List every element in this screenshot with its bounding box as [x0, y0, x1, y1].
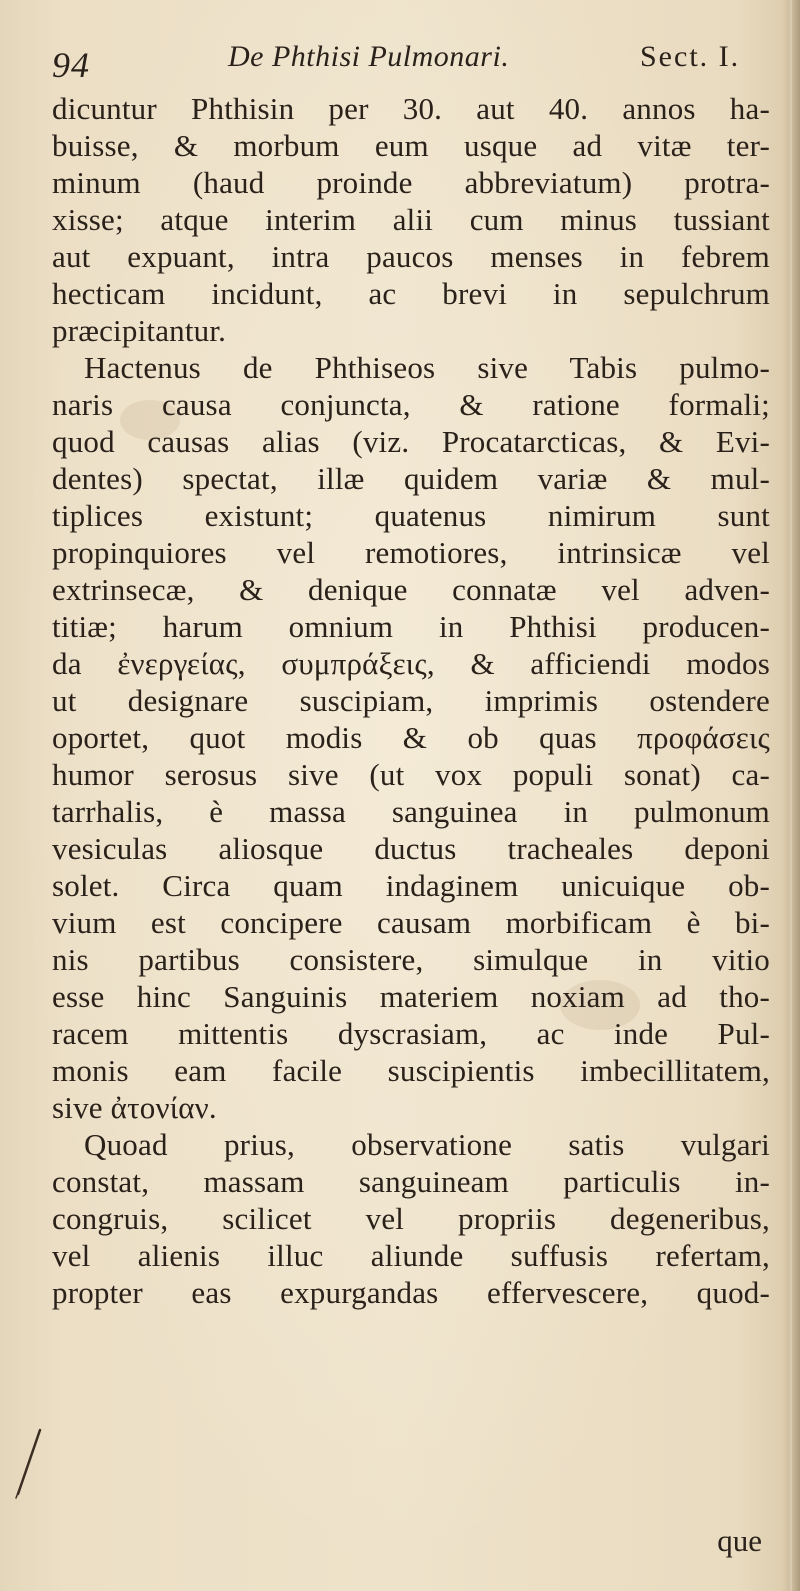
text-line: propter eas expurgandas effervescere, quod- — [52, 1275, 770, 1310]
text-line: tiplices existunt; quatenus nimirum sunt — [52, 498, 770, 533]
catchword: que — [717, 1523, 762, 1558]
text-line: vel alienis illuc aliunde suffusis refertam, — [52, 1238, 770, 1273]
text-line: humor serosus sive (ut vox populi sonat) ca- — [52, 757, 770, 792]
text-line: constat, massam sanguineam particulis in- — [52, 1164, 770, 1199]
text-line: xisse; atque interim alii cum minus tussiant — [52, 202, 770, 237]
text-line: tarrhalis, è massa sanguinea in pulmonum — [52, 794, 770, 829]
text-line: titiæ; harum omnium in Phthisi producen- — [52, 609, 770, 644]
text-line: præcipitantur. — [52, 313, 227, 348]
text-line: hecticam incidunt, ac brevi in sepulchrum — [52, 276, 770, 311]
text-line: oportet, quot modis & ob quas προφάσεις — [52, 720, 770, 755]
text-line: esse hinc Sanguinis materiem noxiam ad tho- — [52, 979, 770, 1014]
text-line: ut designare suscipiam, imprimis ostendere — [52, 683, 770, 718]
text-line: sive ἀτονίαν. — [52, 1090, 217, 1125]
paragraph-start: Quoad prius, observatione satis vulgari — [84, 1127, 770, 1162]
text-line: solet. Circa quam indaginem unicuique ob- — [52, 868, 770, 903]
text-line: quod causas alias (viz. Procatarcticas, & Evi- — [52, 424, 770, 459]
text-line: monis eam facile suscipientis imbecillitatem, — [52, 1053, 770, 1088]
section-label: Sect. I. — [640, 40, 741, 73]
text-line: da ἐνεργείας, συμπράξεις, & afficiendi modos — [52, 646, 770, 681]
text-line: propinquiores vel remotiores, intrinsicæ vel — [52, 535, 770, 570]
text-line: extrinsecæ, & denique connatæ vel adven- — [52, 572, 770, 607]
text-line: buisse, & morbum eum usque ad vitæ ter- — [52, 128, 770, 163]
text-line: aut expuant, intra paucos menses in febrem — [52, 239, 770, 274]
body-text — [52, 90, 770, 1311]
handwritten-margin-mark-icon — [10, 1422, 50, 1502]
paragraph-start: Hactenus de Phthiseos sive Tabis pulmo- — [84, 350, 770, 385]
text-line: dicuntur Phthisin per 30. aut 40. annos ha- — [52, 91, 770, 126]
text-line: vium est concipere causam morbificam è bi- — [52, 905, 770, 940]
running-title: De Phthisi Pulmonari. — [228, 40, 510, 73]
text-line: nis partibus consistere, simulque in vitio — [52, 942, 770, 977]
text-line: vesiculas aliosque ductus tracheales deponi — [52, 831, 770, 866]
page-edge-line — [790, 0, 792, 1591]
running-header — [44, 24, 774, 84]
text-line: congruis, scilicet vel propriis degeneribus, — [52, 1201, 770, 1236]
text-line: dentes) spectat, illæ quidem variæ & mul- — [52, 461, 770, 496]
page-number: 94 — [52, 45, 90, 85]
text-line: minum (haud proinde abbreviatum) protra- — [52, 165, 770, 200]
text-line: racem mittentis dyscrasiam, ac inde Pul- — [52, 1016, 770, 1051]
text-line: naris causa conjuncta, & ratione formali; — [52, 387, 770, 422]
